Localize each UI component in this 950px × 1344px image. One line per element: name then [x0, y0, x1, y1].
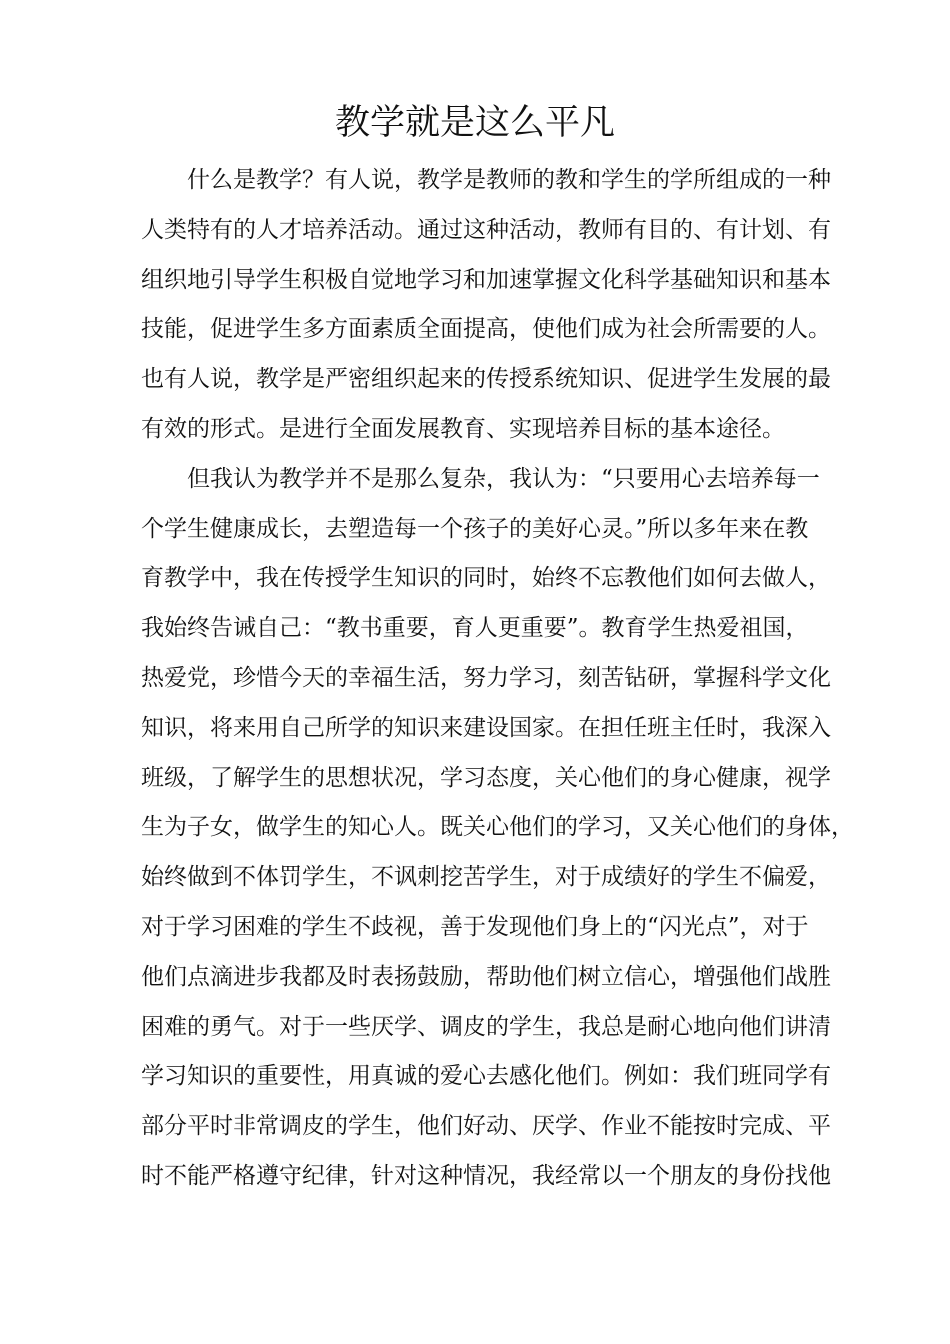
text-line: 技能，促进学生多方面素质全面提高，使他们成为社会所需要的人。: [141, 316, 831, 343]
paragraph-2: [141, 455, 854, 1202]
text-line: 困难的勇气。对于一些厌学、调皮的学生，我总是耐心地向他们讲清: [141, 1013, 831, 1040]
text-line: 时不能严格遵守纪律，针对这种情况，我经常以一个朋友的身份找他: [141, 1162, 831, 1189]
text-line: 但我认为教学并不是那么复杂，我认为：“只要用心去培养每一: [187, 465, 820, 492]
text-line: 对于学习困难的学生不歧视，善于发现他们身上的“闪光点”，对于: [141, 913, 809, 940]
text-line: 人类特有的人才培养活动。通过这种活动，教师有目的、有计划、有: [141, 216, 831, 243]
text-line: 我始终告诫自己：“教书重要，育人更重要”。教育学生热爱祖国，: [141, 615, 809, 642]
text-line: 有效的形式。是进行全面发展教育、实现培养目标的基本途径。: [141, 415, 785, 442]
text-line: 热爱党，珍惜今天的幸福生活，努力学习，刻苦钻研，掌握科学文化: [141, 664, 831, 691]
text-line: 个学生健康成长，去塑造每一个孩子的美好心灵。”所以多年来在教: [141, 515, 809, 542]
text-line: 班级，了解学生的思想状况，学习态度，关心他们的身心健康，视学: [141, 764, 831, 791]
paragraph-1: [141, 156, 841, 455]
text-line: 生为子女，做学生的知心人。既关心他们的学习，又关心他们的身体，: [141, 814, 854, 841]
text-line: 他们点滴进步我都及时表扬鼓励，帮助他们树立信心，增强他们战胜: [141, 963, 831, 990]
page-title: 教学就是这么平凡: [334, 103, 615, 143]
text-line: 学习知识的重要性，用真诚的爱心去感化他们。例如：我们班同学有: [141, 1063, 831, 1090]
text-line: 组织地引导学生积极自觉地学习和加速掌握文化科学基础知识和基本: [141, 266, 831, 293]
text-line: 始终做到不体罚学生，不讽刺挖苦学生，对于成绩好的学生不偏爱，: [141, 864, 831, 891]
document-body: [141, 156, 854, 1202]
text-line: 部分平时非常调皮的学生，他们好动、厌学、作业不能按时完成、平: [141, 1113, 831, 1140]
text-line: 育教学中，我在传授学生知识的同时，始终不忘教他们如何去做人，: [141, 565, 831, 592]
text-line: 也有人说，教学是严密组织起来的传授系统知识、促进学生发展的最: [141, 366, 831, 393]
text-line: 什么是教学？有人说，教学是教师的教和学生的学所组成的一种: [187, 167, 831, 193]
text-line: 知识，将来用自己所学的知识来建设国家。在担任班主任时，我深入: [141, 714, 831, 741]
